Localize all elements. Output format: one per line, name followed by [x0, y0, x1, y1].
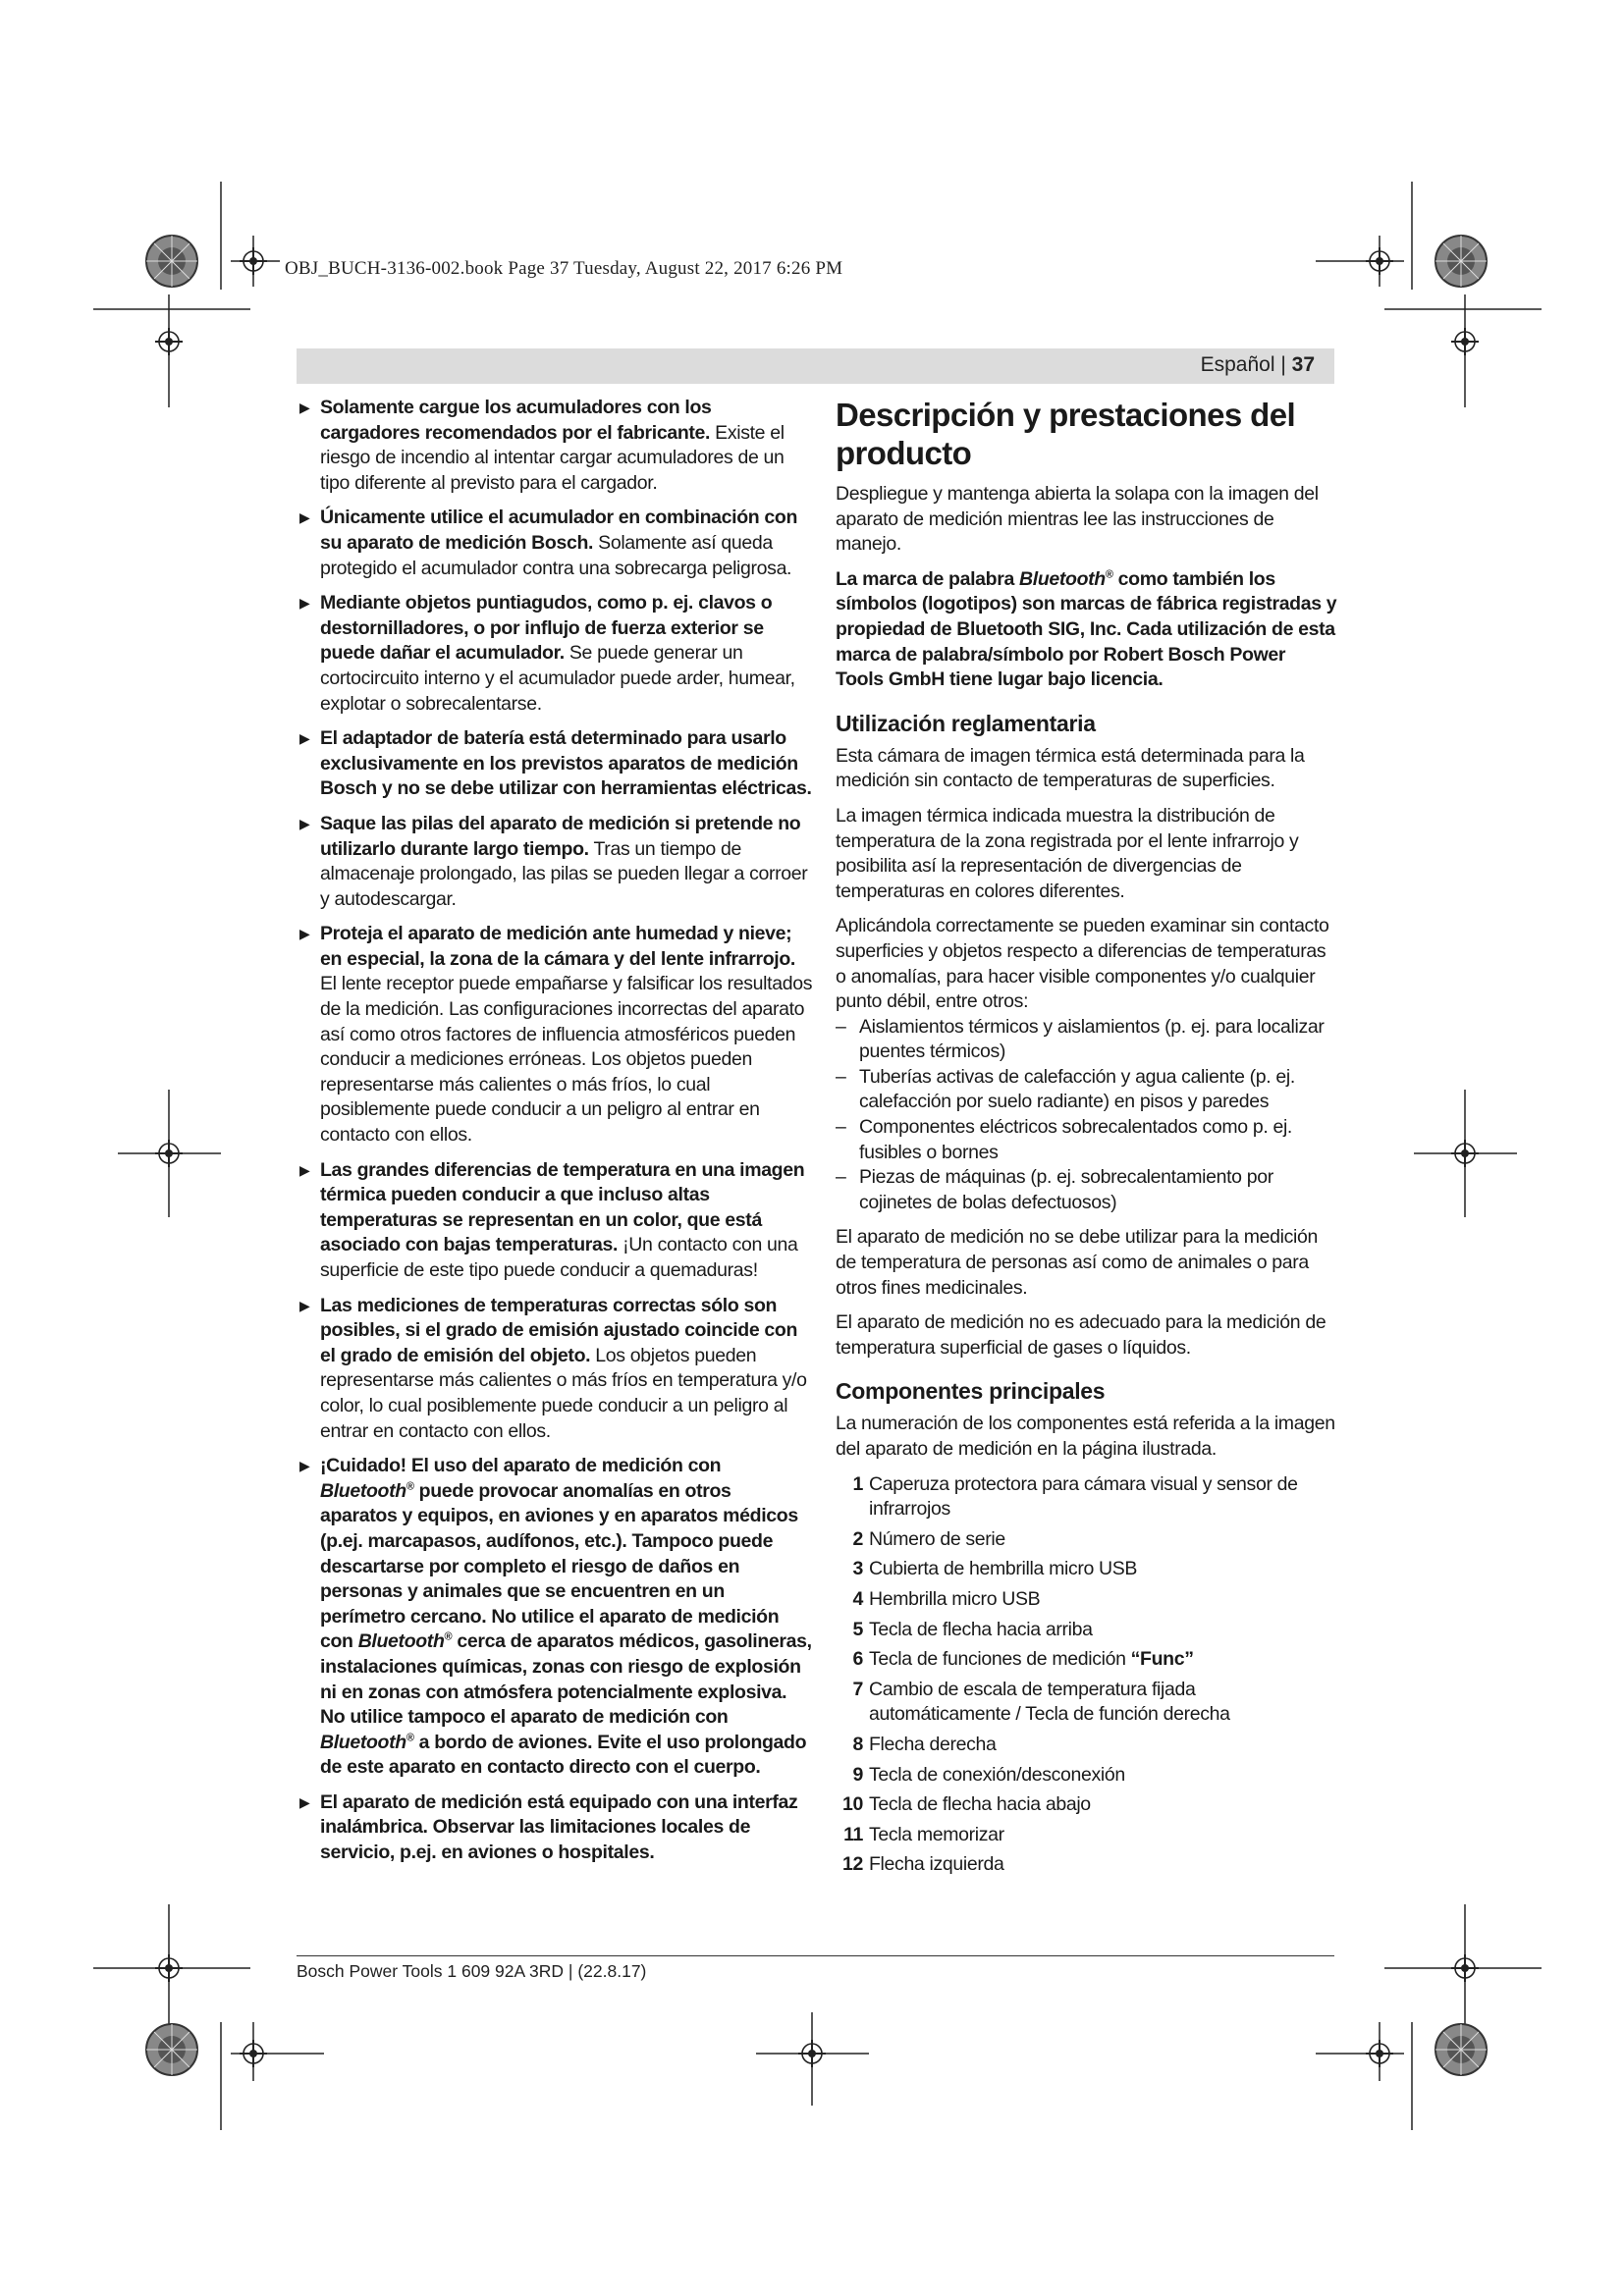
dash-marker: – [836, 1015, 846, 1038]
component-number: 12 [842, 1853, 863, 1876]
section-title: Descripción y prestaciones del producto [836, 397, 1296, 471]
paragraph: La numeración de los componentes está referida a la imagen del aparato de medición en la página ilustrada. [836, 1413, 1335, 1460]
bullet-triangle-icon: ▶ [299, 400, 310, 415]
registration-cross-middle-right [1451, 1140, 1479, 1167]
bullet-text: Tras un tiempo de almacenaje prolongado, las pilas se pueden llegar a corroer y autodescargar. [320, 837, 808, 910]
safety-bullet [297, 726, 813, 802]
component-number: 8 [852, 1733, 863, 1755]
dash-item-text: Tuberías activas de calefacción y agua caliente (p. ej. calefacción por suelo radiante) en pisos y paredes [859, 1065, 1295, 1113]
trademark-text: como también los símbolos (logotipos) son marcas de fábrica registradas y propiedad de Bluetooth SIG, Inc. Cada utilización de esta marca de palabra/símbolo por Robert Bosch Power Tools GmbH tiene lugar bajo licencia. [836, 567, 1337, 691]
dash-list-item [836, 1165, 1338, 1215]
safety-bullet [297, 812, 813, 912]
component-number: 11 [843, 1823, 863, 1845]
dash-list-item [836, 1015, 1338, 1065]
registration-sun-bottom-left [146, 2024, 197, 2075]
component-label: Tecla memorizar [869, 1823, 1004, 1845]
registered-mark: ® [406, 1480, 414, 1493]
component-number: 10 [842, 1793, 863, 1816]
registration-cross-bottom-center [798, 2040, 826, 2067]
component-label: Hembrilla micro USB [869, 1587, 1041, 1610]
component-number: 1 [852, 1472, 863, 1495]
bullet-bold-text: puede provocar anomalías en otros aparatos y equipos, en aviones y en aparatos médicos (p.ej. marcapasos, audífonos, etc.). Tampoco puede descartarse por completo el riesgo de daños en personas y animales que se encuentren en un perímetro cercano. No utilice el aparato de medición con [320, 1479, 798, 1653]
component-item [836, 1472, 1338, 1522]
file-info-line: OBJ_BUCH-3136-002.book Page 37 Tuesday, August 22, 2017 6:26 PM [285, 258, 843, 279]
component-number: 6 [852, 1648, 863, 1671]
component-item [836, 1647, 1338, 1673]
bullet-triangle-icon: ▶ [299, 1297, 310, 1313]
component-label: Tecla de funciones de medición [869, 1648, 1131, 1671]
bullet-bold-text: El adaptador de batería está determinado para usarlo exclusivamente en los previstos aparatos de medición Bosch y no se debe utilizar con herramientas eléctricas. [320, 727, 812, 800]
bullet-bold-text: Saque las pilas del aparato de medición si pretende no utilizarlo durante largo tiempo. [320, 812, 801, 860]
component-number: 3 [852, 1558, 863, 1580]
registration-sun-bottom-right [1435, 2024, 1487, 2075]
component-label: Tecla de conexión/desconexión [869, 1763, 1125, 1786]
paragraph: El aparato de medición no se debe utilizar para la medición de temperatura de personas así como de animales o para otros fines medicinales. [836, 1226, 1318, 1299]
bullet-triangle-icon: ▶ [299, 815, 310, 831]
component-number: 9 [852, 1763, 863, 1786]
page-footer: Bosch Power Tools 1 609 92A 3RD | (22.8.17) [297, 1961, 647, 1981]
component-item [836, 1792, 1338, 1818]
bullet-bold-text: Únicamente utilice el acumulador en combinación con su aparato de medición Bosch. [320, 507, 798, 554]
registered-mark: ® [406, 1732, 414, 1744]
dash-marker: – [836, 1166, 846, 1189]
bluetooth-word: Bluetooth [1019, 567, 1106, 590]
component-item [836, 1678, 1338, 1728]
component-item [836, 1587, 1338, 1613]
bullet-text: Los objetos pueden representarse más calientes o más fríos en temperatura y/o color, lo cual posiblemente puede conducir a un peligro al entrar en contacto con ellos. [320, 1344, 807, 1442]
bullet-bold-text: Solamente cargue los acumuladores con los cargadores recomendados por el fabricante. [320, 397, 712, 444]
component-label: Tecla de flecha hacia arriba [869, 1618, 1093, 1640]
section-name: Español [1200, 353, 1275, 376]
dash-item-text: Piezas de máquinas (p. ej. sobrecalentamiento por cojinetes de bolas defectuosos) [859, 1166, 1273, 1213]
bullet-text: ¡Un contacto con una superficie de este tipo puede conducir a quemaduras! [320, 1234, 798, 1281]
registration-sun-top-right [1435, 236, 1487, 287]
component-label-func: “Func” [1130, 1648, 1194, 1671]
bluetooth-word: Bluetooth [320, 1479, 406, 1502]
safety-bullet [297, 506, 813, 581]
safety-bullet [297, 1790, 813, 1866]
component-item [836, 1763, 1338, 1789]
bullet-triangle-icon: ▶ [299, 595, 310, 612]
paragraph: Aplicándola correctamente se pueden examinar sin contacto superficies y objetos respecto a diferencias de temperaturas o anomalías, para hacer visible componentes y/o cualquier punto débil, entre otros: [836, 915, 1329, 1013]
dash-item-text: Componentes eléctricos sobrecalentados como p. ej. fusibles o bornes [859, 1116, 1292, 1163]
bullet-triangle-icon: ▶ [299, 926, 310, 942]
dash-list-item [836, 1065, 1338, 1115]
bullet-bold-text: Proteja el aparato de medición ante humedad y nieve; en especial, la zona de la cámara y del lente infrarrojo. [320, 923, 796, 970]
bullet-triangle-icon: ▶ [299, 509, 310, 526]
component-item [836, 1823, 1338, 1848]
dash-marker: – [836, 1065, 846, 1088]
component-item [836, 1852, 1338, 1878]
bullet-text: El lente receptor puede empañarse y falsificar los resultados de la medición. Las configuraciones incorrectas del aparato así como otros factores de influencia atmosféricos pueden conducir a mediciones erróneas. Los objetos pueden representarse más calientes o más fríos, lo cual posiblemente puede conducir a un peligro al entrar en contacto con ellos. [320, 973, 813, 1147]
dash-item-text: Aislamientos térmicos y aislamientos (p. ej. para localizar puentes térmicos) [859, 1015, 1325, 1063]
bluetooth-warning-bullet [297, 1454, 813, 1781]
bullet-triangle-icon: ▶ [299, 1161, 310, 1178]
intro-paragraph: Despliegue y mantenga abierta la solapa con la imagen del aparato de medición mientras lee las instrucciones de manejo. [836, 483, 1319, 556]
right-column [836, 396, 1338, 1883]
trademark-notice [836, 567, 1338, 693]
subsection-title-intended-use: Utilización reglamentaria [836, 710, 1096, 736]
component-label: Cubierta de hembrilla micro USB [869, 1558, 1138, 1580]
bullet-triangle-icon: ▶ [299, 1458, 310, 1474]
registration-cross-upper-left [155, 328, 183, 355]
registration-cross-lower-left [155, 1954, 183, 1982]
bullet-text: Se puede generar un cortocircuito interno y el acumulador puede arder, humear, explotar o sobrecalentarse. [320, 642, 795, 715]
component-number: 5 [852, 1618, 863, 1640]
dash-list-item [836, 1115, 1338, 1165]
component-label: Número de serie [869, 1527, 1005, 1550]
bullet-bold-text: Mediante objetos puntiagudos, como p. ej. clavos o destornilladores, o por influjo de fuerza exterior se puede dañar el acumulador. [320, 592, 773, 665]
registration-cross-lower-right [1451, 1954, 1479, 1982]
safety-bullet [297, 1294, 813, 1445]
footer-rule [297, 1955, 1334, 1956]
component-number: 2 [852, 1527, 863, 1550]
paragraph: El aparato de medición no es adecuado para la medición de temperatura superficial de gases o líquidos. [836, 1311, 1326, 1359]
component-number: 4 [852, 1587, 863, 1610]
bullet-bold-text: ¡Cuidado! El uso del aparato de medición con [320, 1455, 722, 1477]
component-item [836, 1618, 1338, 1643]
component-item [836, 1527, 1338, 1553]
component-label: Flecha izquierda [869, 1853, 1004, 1876]
bullet-bold-text: Las grandes diferencias de temperatura en una imagen térmica pueden conducir a que incluso altas temperaturas se representan en un color, que está asociado con bajas temperaturas. [320, 1158, 805, 1256]
bullet-bold-text: a bordo de aviones. Evite el uso prolongado de este aparato en contacto directo con el cuerpo. [320, 1731, 807, 1779]
page-number: 37 [1291, 353, 1315, 376]
bullet-text: Solamente así queda protegido el acumulador contra una sobrecarga peligrosa. [320, 531, 792, 579]
bullet-bold-text: cerca de aparatos médicos, gasolineras, instalaciones químicas, zonas con riesgo de explosión ni en zonas con atmósfera potencialmente explosiva. No utilice tampoco el aparato de medición con [320, 1630, 812, 1729]
bullet-bold-text: Las mediciones de temperaturas correctas sólo son posibles, si el grado de emisión ajustado coincide con el grado de emisión del objeto. [320, 1294, 798, 1366]
left-column [297, 396, 813, 1876]
trademark-text: La marca de palabra [836, 567, 1020, 590]
paragraph: Esta cámara de imagen térmica está determinada para la medición sin contacto de temperaturas de superficies. [836, 744, 1305, 792]
safety-bullet [297, 396, 813, 496]
component-label: Cambio de escala de temperatura fijada automáticamente / Tecla de función derecha [869, 1678, 1230, 1726]
component-number: 7 [852, 1678, 863, 1700]
registration-cross-middle-left [155, 1140, 183, 1167]
dash-marker: – [836, 1116, 846, 1139]
bullet-triangle-icon: ▶ [299, 730, 310, 747]
paragraph: La imagen térmica indicada muestra la distribución de temperatura de la zona registrada por el lente infrarrojo y posibilita así la representación de divergencias de temperaturas en colores diferentes. [836, 804, 1299, 902]
component-item [836, 1733, 1338, 1758]
bluetooth-word: Bluetooth [320, 1731, 406, 1753]
registered-mark: ® [1105, 568, 1113, 581]
safety-bullet [297, 591, 813, 717]
registration-sun-top-left [146, 236, 197, 287]
page-header [1201, 353, 1315, 377]
page-header-bar [297, 348, 1334, 384]
registration-cross-upper-right [1451, 328, 1479, 355]
safety-bullet [297, 1158, 813, 1284]
component-label: Tecla de flecha hacia abajo [869, 1793, 1091, 1816]
component-label: Caperuza protectora para cámara visual y sensor de infrarrojos [869, 1472, 1298, 1521]
component-label: Flecha derecha [869, 1733, 997, 1755]
bullet-bold-text: El aparato de medición está equipado con una interfaz inalámbrica. Observar las limitaciones locales de servicio, p.ej. en aviones o hospitales. [320, 1790, 798, 1864]
registered-mark: ® [444, 1630, 453, 1643]
component-item [836, 1557, 1338, 1582]
safety-bullet [297, 922, 813, 1148]
subsection-title-components: Componentes principales [836, 1378, 1106, 1405]
bullet-triangle-icon: ▶ [299, 1793, 310, 1810]
header-separator: | [1274, 353, 1292, 376]
bullet-text: Existe el riesgo de incendio al intentar cargar acumuladores de un tipo diferente al previsto para el cargador. [320, 421, 785, 494]
bluetooth-word: Bluetooth [357, 1630, 445, 1653]
